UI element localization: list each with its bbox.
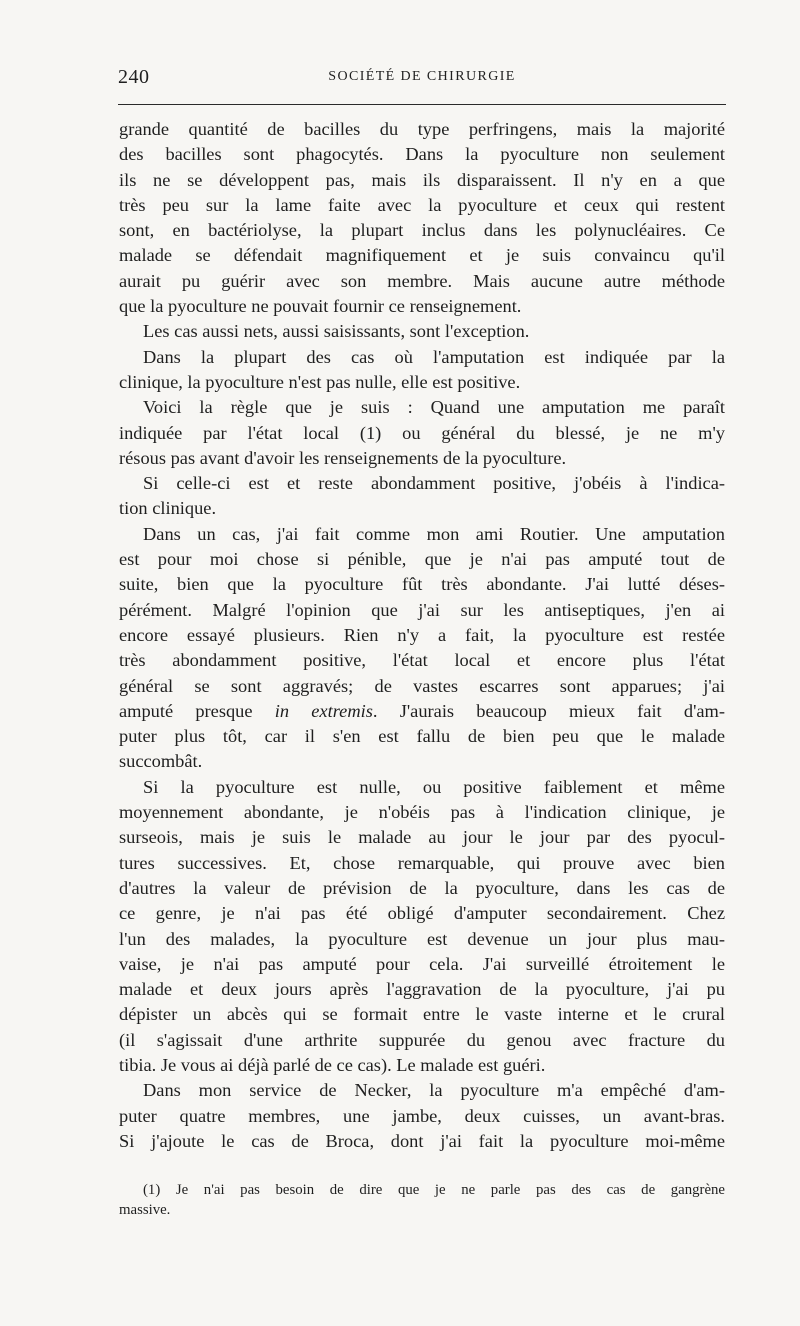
body-line: dépister un abcès qui se formait entre le vaste interne et le crural [119,1004,725,1025]
body-line: l'un des malades, la pyoculture est devenue un jour plus mau- [119,928,725,949]
body-line: (il s'agissait d'une arthrite suppurée du genou avec fracture du [119,1029,725,1050]
body-line: aurait pu guérir avec son membre. Mais aucune autre méthode [119,270,725,291]
body-line: Voici la règle que je suis : Quand une amputation me paraît [143,397,725,418]
body-line: Dans la plupart des cas où l'amputation est indiquée par la [143,346,725,367]
body-line-italic-phrase: amputé presque in extremis. J'aurais beaucoup mieux fait d'am- [119,700,725,721]
body-line: Si j'ajoute le cas de Broca, dont j'ai fait la pyoculture moi-même [119,1130,725,1151]
body-line: surseois, mais je suis le malade au jour le jour par des pyocul- [119,827,725,848]
header-rule [118,104,726,105]
body-line: pérément. Malgré l'opinion que j'ai sur les antiseptiques, j'en ai [119,599,725,620]
body-line: très abondamment positive, l'état local et encore plus l'état [119,650,725,671]
body-line: général se sont aggravés; de vastes escarres sont apparues; j'ai [119,675,725,696]
body-text [119,117,725,1154]
body-line: Les cas aussi nets, aussi saisissants, sont l'exception. [143,321,530,342]
body-line: d'autres la valeur de prévision de la pyoculture, dans les cas de [119,877,725,898]
body-line: tibia. Je vous ai déjà parlé de ce cas). Le malade est guéri. [119,1054,546,1075]
body-line: tures successives. Et, chose remarquable, qui prouve avec bien [119,852,725,873]
body-line: tion clinique. [119,498,217,519]
body-line: Si la pyoculture est nulle, ou positive faiblement et même [143,776,725,797]
body-line: ce genre, je n'ai pas été obligé d'amputer secondairement. Chez [119,903,725,924]
footnote-line: massive. [119,1202,171,1218]
body-line: puter quatre membres, une jambe, deux cuisses, un avant-bras. [119,1105,725,1126]
body-line: Si celle-ci est et reste abondamment positive, j'obéis à l'indica- [143,473,725,494]
body-line: malade et deux jours après l'aggravation de la pyoculture, j'ai pu [119,979,725,1000]
body-line: ils ne se développent pas, mais ils disparaissent. Il n'y en a que [119,169,725,190]
running-title: SOCIÉTÉ DE CHIRURGIE [328,69,516,84]
body-line: grande quantité de bacilles du type perfringens, mais la majorité [119,119,725,139]
body-line: indiquée par l'état local (1) ou général du blessé, je ne m'y [119,422,725,443]
page-number: 240 [118,66,150,88]
body-line: très peu sur la lame faite avec la pyoculture et ceux qui restent [119,194,725,215]
body-line: encore essayé plusieurs. Rien n'y a fait, la pyoculture est restée [119,624,725,645]
body-line: des bacilles sont phagocytés. Dans la pyoculture non seulement [119,144,725,165]
body-line: puter plus tôt, car il s'en est fallu de bien peu que le malade [119,726,725,747]
italic-phrase: in extremis [274,700,373,721]
body-line: Dans mon service de Necker, la pyoculture m'a empêché d'am- [143,1080,725,1101]
body-line: résous pas avant d'avoir les renseignements de la pyoculture. [119,447,567,468]
footnote [119,1180,725,1220]
body-line: clinique, la pyoculture n'est pas nulle, elle est positive. [119,371,521,392]
body-line: vaise, je n'ai pas amputé pour cela. J'ai surveillé étroitement le [119,953,725,974]
body-line: est pour moi chose si pénible, que je n'ai pas amputé tout de [119,549,725,570]
body-line: sont, en bactériolyse, la plupart inclus dans les polynucléaires. Ce [119,220,725,241]
body-line: que la pyoculture ne pouvait fournir ce renseignement. [119,296,522,317]
body-line: succombât. [119,751,203,772]
body-line: Dans un cas, j'ai fait comme mon ami Routier. Une amputation [143,523,725,544]
body-line: malade se défendait magnifiquement et je suis convaincu qu'il [119,245,725,266]
page-header [118,66,726,94]
body-line: suite, bien que la pyoculture fût très abondante. J'ai lutté déses- [119,574,725,595]
body-line: moyennement abondante, je n'obéis pas à l'indication clinique, je [119,802,725,823]
footnote-line: (1) Je n'ai pas besoin de dire que je ne parle pas des cas de gangrène [143,1182,725,1198]
